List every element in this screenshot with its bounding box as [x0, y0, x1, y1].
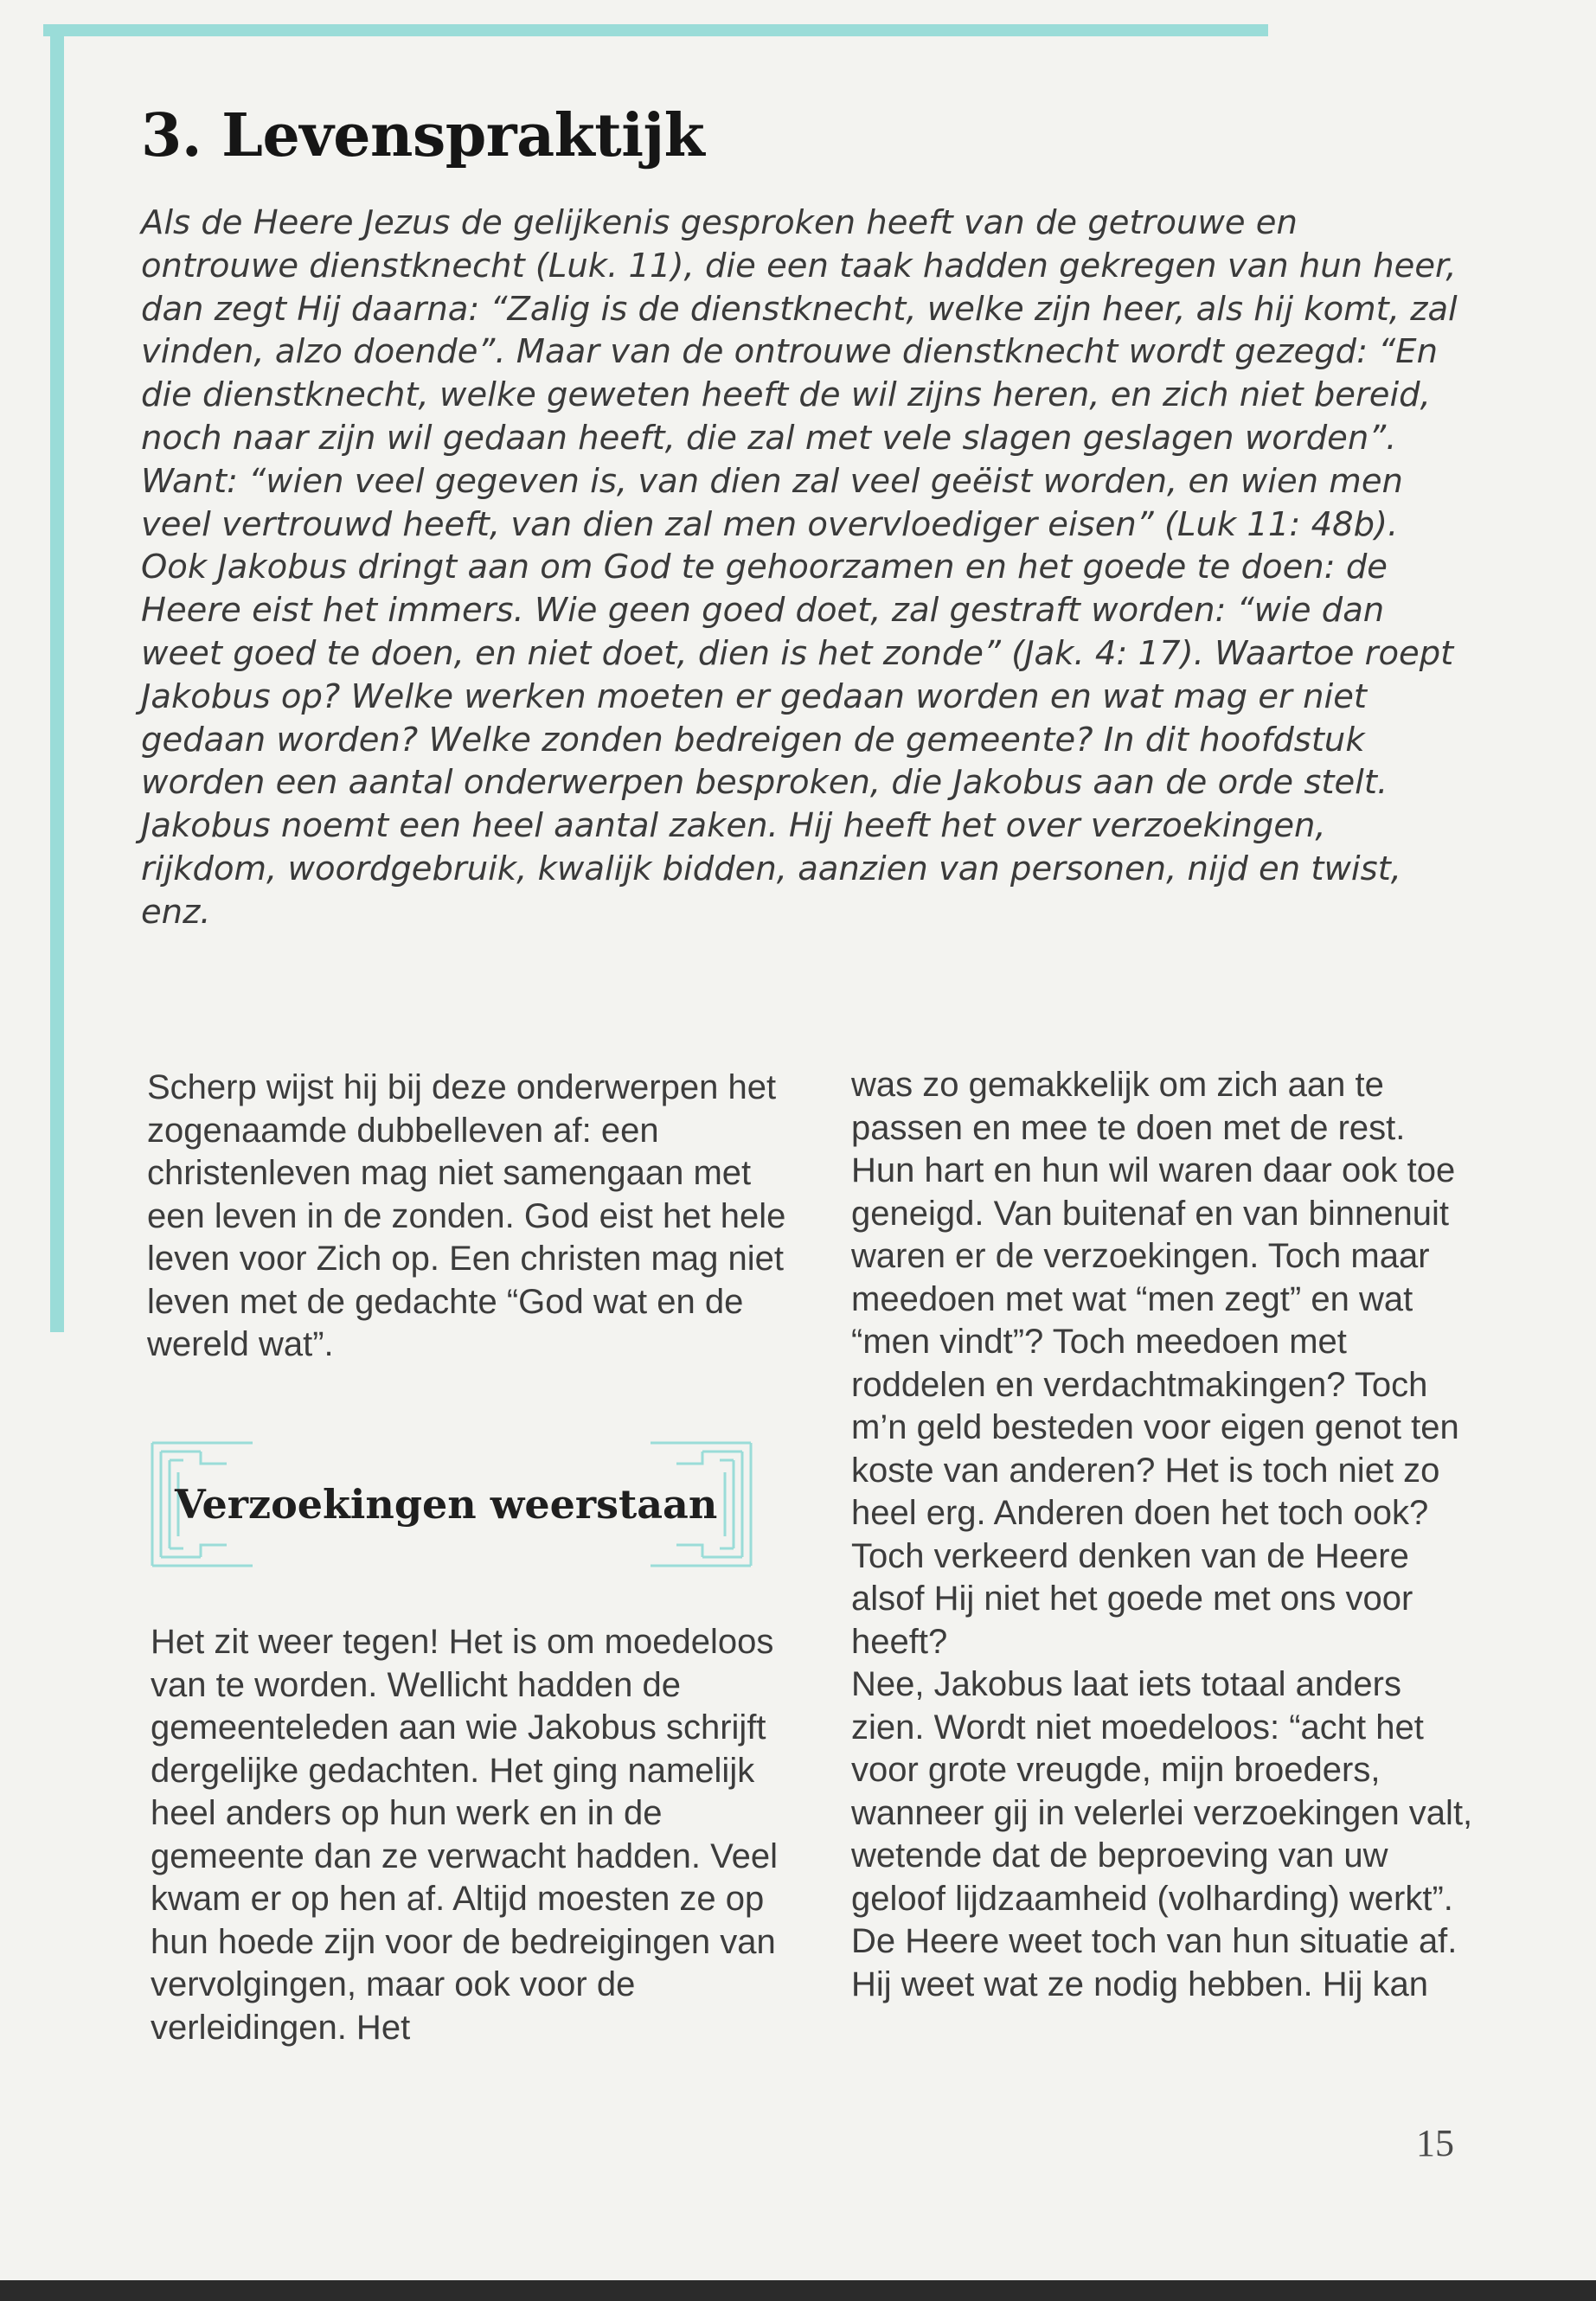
- body-paragraph: Het zit weer tegen! Het is om moedeloos van te worden. Wellicht hadden de gemeenteleden aan wie Jakobus schrijft dergelijke gedachten. Het ging namelijk heel anders op hun werk en in de gemeente dan ze verwacht hadden. Veel kwam er op hen af. Altijd moesten ze op hun hoede zijn voor de bedreigingen van vervolgingen, maar ook voor de verleidingen. Het: [151, 1623, 778, 2047]
- right-column: [851, 1064, 1474, 2006]
- left-column-top: [147, 1067, 804, 1367]
- subheading-frame: [149, 1438, 754, 1571]
- page-number: 15: [1416, 2122, 1454, 2164]
- body-paragraph: Scherp wijst hij bij deze onderwerpen het zogenaamde dubbelleven af: een christenleven mag niet samengaan met een leven in de zonden. God eist het hele leven voor Zich op. Een christen mag niet leven met de gedachte “God wat en de wereld wat”.: [147, 1068, 786, 1363]
- decorative-top-bar: [43, 24, 1268, 36]
- section-title: 3. Levenspraktijk: [141, 101, 705, 170]
- body-paragraph: Nee, Jakobus laat iets totaal anders zien. Wordt niet moedeloos: “acht het voor grote vreugde, mijn broeders, wanneer gij in velerlei verzoekingen valt, wetende dat de beproeving van uw geloof lijdzaamheid (volharding) werkt”. De Heere weet toch van hun situatie af. Hij weet wat ze nodig hebben. Hij kan: [851, 1665, 1473, 2003]
- intro-paragraph: Als de Heere Jezus de gelijkenis gesproken heeft van de getrouwe en ontrouwe dienstknecht (Luk. 11), die een taak hadden gekregen van hun heer, dan zegt Hij daarna: “Zalig is de dienstknecht, welke zijn heer, als hij komt, zal vinden, alzo doende”. Maar van de ontrouwe dienstknecht wordt gezegd: “En die dienstknecht, welke geweten heeft de wil zijns heren, en zich niet bereid, noch naar zijn wil gedaan heeft, die zal met vele slagen geslagen worden”. Want: “wien veel gegeven is, van dien zal veel geëist worden, en wien men veel vertrouwd heeft, van dien zal men overvloediger eisen” (Luk 11: 48b).: [141, 203, 1458, 544]
- left-column-bottom: [151, 1621, 808, 2049]
- intro-paragraph: Ook Jakobus dringt aan om God te gehoorzamen en het goede te doen: de Heere eist het immers. Wie geen goed doet, zal gestraft worden: “wie dan weet goed te doen, en niet doet, dien is het zonde” (Jak. 4: 17). Waartoe roept Jakobus op? Welke werken moeten er gedaan worden en wat mag er niet gedaan worden? Welke zonden bedreigen de gemeente? In dit hoofdstuk worden een aantal onderwerpen besproken, die Jakobus aan de orde stelt. Jakobus noemt een heel aantal zaken. Hij heeft het over verzoekingen, rijkdom, woordgebruik, kwalijk bidden, aanzien van personen, nijd en twist, enz.: [141, 548, 1454, 932]
- subheading: Verzoekingen weerstaan: [175, 1481, 718, 1528]
- intro-text: [141, 202, 1465, 934]
- body-paragraph: was zo gemakkelijk om zich aan te passen en mee te doen met de rest. Hun hart en hun wil waren daar ook toe geneigd. Van buitenaf en van binnenuit waren er de verzoekingen. Toch maar meedoen met wat “men zegt” en wat “men vindt”? Toch meedoen met roddelen en verdachtmakingen? Toch m’n geld besteden voor eigen genot ten koste van anderen? Het is toch niet zo heel erg. Anderen doen het toch ook? Toch verkeerd denken van de Heere alsof Hij niet het goede met ons voor heeft?: [851, 1066, 1459, 1661]
- decorative-left-bar: [50, 24, 64, 1332]
- scan-edge: [0, 2280, 1596, 2301]
